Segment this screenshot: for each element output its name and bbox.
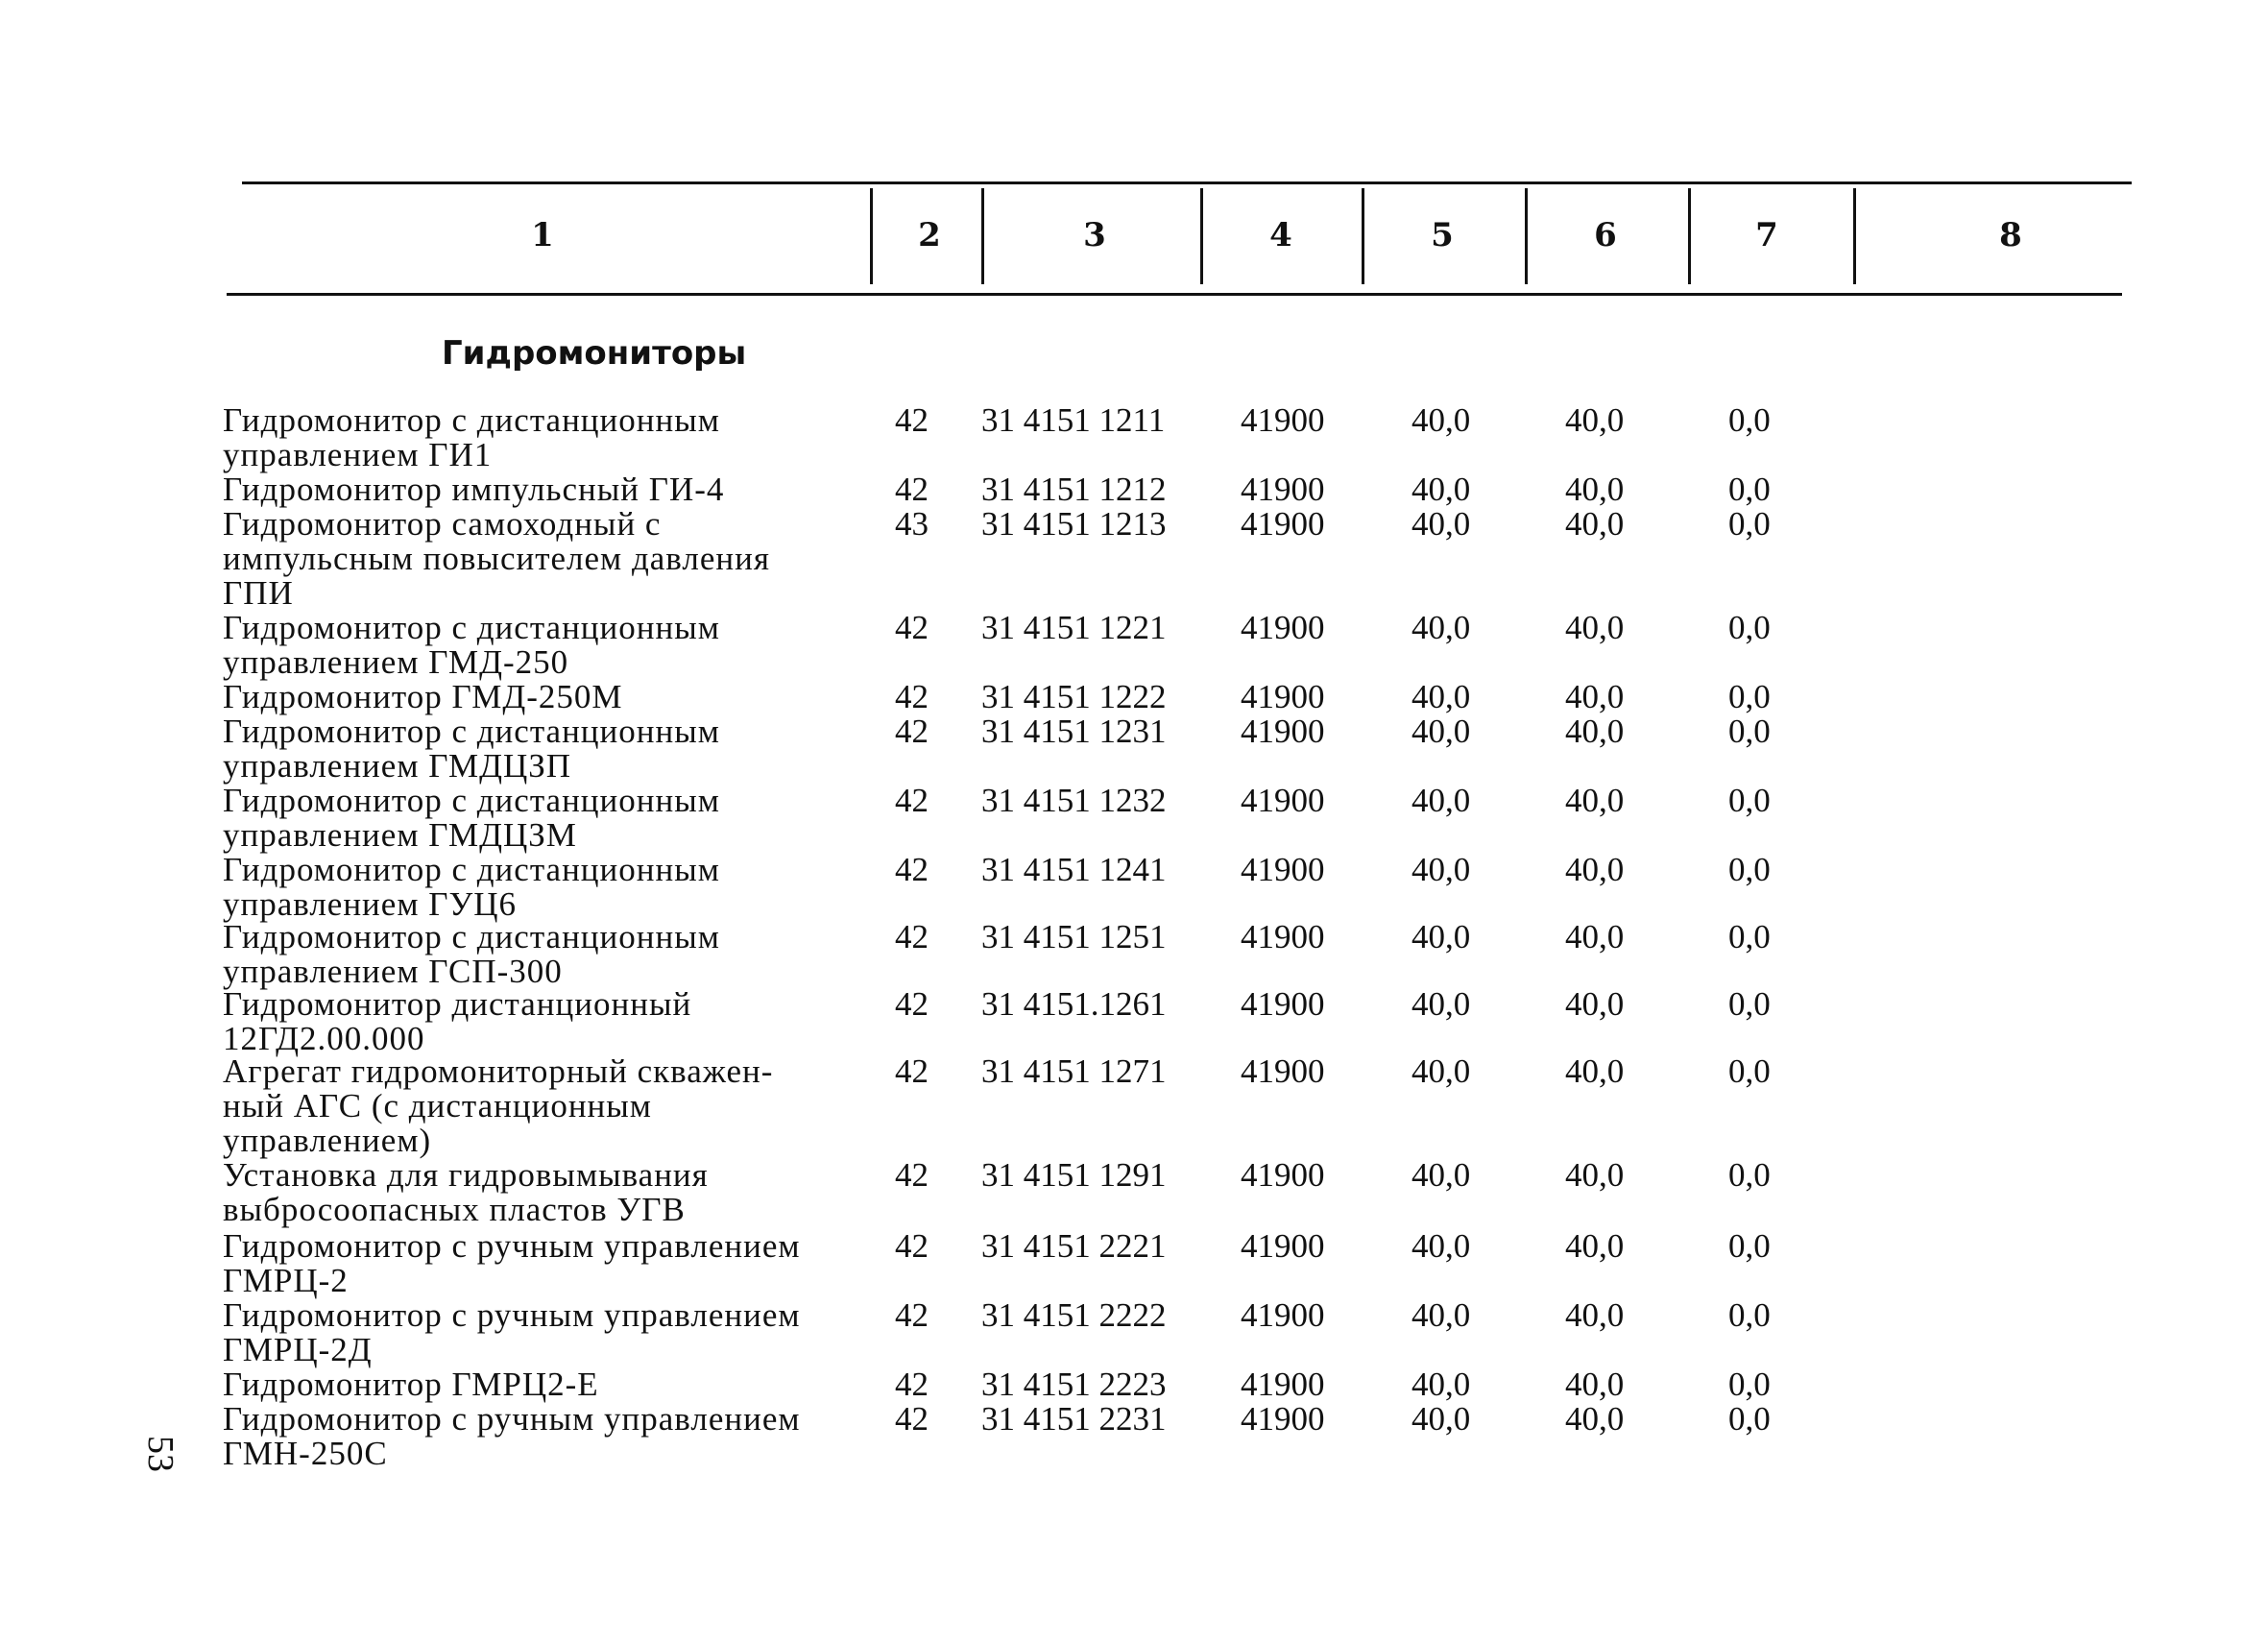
row-col-5: 40,0 — [1411, 1400, 1471, 1438]
row-name: Гидромонитор импульсный ГИ-4 — [223, 471, 725, 508]
row-col-4: 41900 — [1241, 1227, 1325, 1265]
row-col-3: 31 4151 1231 — [981, 713, 1167, 750]
row-col-6: 40,0 — [1565, 782, 1625, 819]
row-col-4: 41900 — [1241, 609, 1325, 646]
row-col-4: 41900 — [1241, 851, 1325, 888]
row-col-6: 40,0 — [1565, 1366, 1625, 1403]
column-header-8: 8 — [1999, 216, 2022, 254]
row-col-6: 40,0 — [1565, 713, 1625, 750]
row-col-4: 41900 — [1241, 1156, 1325, 1194]
row-name: Гидромонитор дистанционный 12ГД2.00.000 — [223, 985, 692, 1057]
row-name: Гидромонитор с ручным управлением ГМН-250С — [223, 1400, 801, 1472]
row-col-6: 40,0 — [1565, 918, 1625, 955]
row-col-7: 0,0 — [1728, 1366, 1771, 1403]
row-col-2: 42 — [895, 782, 929, 819]
row-col-5: 40,0 — [1411, 401, 1471, 439]
row-col-5: 40,0 — [1411, 609, 1471, 646]
row-col-3: 31 4151 1222 — [981, 678, 1167, 715]
row-col-7: 0,0 — [1728, 471, 1771, 508]
row-col-6: 40,0 — [1565, 1052, 1625, 1090]
row-col-6: 40,0 — [1565, 985, 1625, 1023]
row-col-2: 42 — [895, 713, 929, 750]
column-separator — [1525, 188, 1528, 284]
row-col-6: 40,0 — [1565, 678, 1625, 715]
row-col-6: 40,0 — [1565, 1227, 1625, 1265]
row-col-4: 41900 — [1241, 678, 1325, 715]
row-col-5: 40,0 — [1411, 678, 1471, 715]
row-col-2: 42 — [895, 851, 929, 888]
row-name: Гидромонитор с ручным управлением ГМРЦ-2Д — [223, 1296, 801, 1368]
row-col-2: 42 — [895, 1052, 929, 1090]
row-col-7: 0,0 — [1728, 1400, 1771, 1438]
row-col-3: 31 4151 1232 — [981, 782, 1167, 819]
row-col-5: 40,0 — [1411, 505, 1471, 543]
column-header-2: 2 — [918, 216, 941, 254]
row-col-3: 31 4151 2223 — [981, 1366, 1167, 1403]
row-col-7: 0,0 — [1728, 678, 1771, 715]
row-col-3: 31 4151 1271 — [981, 1052, 1167, 1090]
row-col-2: 42 — [895, 985, 929, 1023]
row-name: Гидромонитор самоходный с импульсным повысителем давления ГПИ — [223, 505, 770, 612]
column-header-3: 3 — [1083, 216, 1106, 254]
row-name: Гидромонитор ГМД-250М — [223, 678, 623, 715]
row-col-4: 41900 — [1241, 782, 1325, 819]
row-col-7: 0,0 — [1728, 851, 1771, 888]
row-col-2: 42 — [895, 471, 929, 508]
row-col-7: 0,0 — [1728, 505, 1771, 543]
column-header-1: 1 — [531, 216, 554, 254]
row-col-5: 40,0 — [1411, 471, 1471, 508]
row-col-2: 42 — [895, 678, 929, 715]
row-col-3: 31 4151 1221 — [981, 609, 1167, 646]
row-name: Гидромонитор с дистанционным управлением ГМДЦЗП — [223, 713, 720, 785]
row-col-7: 0,0 — [1728, 918, 1771, 955]
row-col-6: 40,0 — [1565, 1156, 1625, 1194]
row-name: Гидромонитор с дистанционным управлением ГИ1 — [223, 401, 720, 473]
row-col-5: 40,0 — [1411, 1227, 1471, 1265]
row-col-5: 40,0 — [1411, 985, 1471, 1023]
row-col-4: 41900 — [1241, 505, 1325, 543]
column-header-7: 7 — [1755, 216, 1778, 254]
row-col-3: 31 4151 1241 — [981, 851, 1167, 888]
row-col-3: 31 4151 2221 — [981, 1227, 1167, 1265]
row-col-3: 31 4151 1211 — [981, 401, 1166, 439]
row-col-7: 0,0 — [1728, 782, 1771, 819]
row-col-6: 40,0 — [1565, 471, 1625, 508]
row-col-4: 41900 — [1241, 713, 1325, 750]
header-top-rule — [242, 181, 2132, 184]
row-col-2: 42 — [895, 609, 929, 646]
row-name: Установка для гидровымывания выбросоопасных пластов УГВ — [223, 1156, 709, 1228]
row-col-2: 43 — [895, 505, 929, 543]
row-col-4: 41900 — [1241, 1400, 1325, 1438]
row-name: Гидромонитор с ручным управлением ГМРЦ-2 — [223, 1227, 801, 1299]
row-col-7: 0,0 — [1728, 985, 1771, 1023]
row-name: Гидромонитор с дистанционным управлением ГУЦ6 — [223, 851, 720, 923]
row-col-6: 40,0 — [1565, 401, 1625, 439]
row-col-3: 31 4151 2222 — [981, 1296, 1167, 1334]
row-col-4: 41900 — [1241, 401, 1325, 439]
column-separator — [1853, 188, 1856, 284]
row-col-2: 42 — [895, 1366, 929, 1403]
row-col-4: 41900 — [1241, 985, 1325, 1023]
row-col-5: 40,0 — [1411, 1052, 1471, 1090]
row-col-5: 40,0 — [1411, 1366, 1471, 1403]
row-col-6: 40,0 — [1565, 851, 1625, 888]
page-number: 53 — [140, 1436, 181, 1472]
row-col-7: 0,0 — [1728, 1296, 1771, 1334]
row-col-6: 40,0 — [1565, 1296, 1625, 1334]
column-separator — [1362, 188, 1364, 284]
row-col-3: 31 4151.1261 — [981, 985, 1167, 1023]
row-name: Агрегат гидромониторный скваженный АГС (с дистанционным управлением) — [223, 1052, 773, 1159]
row-name: Гидромонитор с дистанционным управлением ГСП-300 — [223, 918, 720, 990]
row-col-3: 31 4151 1212 — [981, 471, 1167, 508]
row-col-5: 40,0 — [1411, 851, 1471, 888]
header-bottom-rule — [227, 293, 2122, 296]
row-col-7: 0,0 — [1728, 1052, 1771, 1090]
row-col-5: 40,0 — [1411, 918, 1471, 955]
column-separator — [1200, 188, 1203, 284]
row-col-7: 0,0 — [1728, 1227, 1771, 1265]
row-col-2: 42 — [895, 1400, 929, 1438]
row-col-4: 41900 — [1241, 918, 1325, 955]
row-col-6: 40,0 — [1565, 505, 1625, 543]
row-col-7: 0,0 — [1728, 401, 1771, 439]
row-col-2: 42 — [895, 401, 929, 439]
row-col-4: 41900 — [1241, 1052, 1325, 1090]
row-name: Гидромонитор с дистанционным управлением ГМДЦЗМ — [223, 782, 720, 854]
row-col-2: 42 — [895, 1296, 929, 1334]
row-col-3: 31 4151 1291 — [981, 1156, 1167, 1194]
row-col-6: 40,0 — [1565, 1400, 1625, 1438]
row-name: Гидромонитор с дистанционным управлением ГМД-250 — [223, 609, 720, 681]
row-col-2: 42 — [895, 1156, 929, 1194]
row-name: Гидромонитор ГМРЦ2-Е — [223, 1366, 599, 1403]
row-col-4: 41900 — [1241, 1366, 1325, 1403]
column-header-6: 6 — [1594, 216, 1617, 254]
row-col-7: 0,0 — [1728, 1156, 1771, 1194]
row-col-7: 0,0 — [1728, 609, 1771, 646]
column-header-5: 5 — [1431, 216, 1454, 254]
row-col-3: 31 4151 1251 — [981, 918, 1167, 955]
row-col-7: 0,0 — [1728, 713, 1771, 750]
row-col-4: 41900 — [1241, 1296, 1325, 1334]
section-title: Гидромониторы — [442, 334, 747, 373]
row-col-3: 31 4151 1213 — [981, 505, 1167, 543]
row-col-3: 31 4151 2231 — [981, 1400, 1167, 1438]
row-col-6: 40,0 — [1565, 609, 1625, 646]
column-header-4: 4 — [1269, 216, 1292, 254]
row-col-5: 40,0 — [1411, 1156, 1471, 1194]
row-col-2: 42 — [895, 918, 929, 955]
row-col-5: 40,0 — [1411, 1296, 1471, 1334]
row-col-4: 41900 — [1241, 471, 1325, 508]
column-separator — [1688, 188, 1691, 284]
row-col-5: 40,0 — [1411, 713, 1471, 750]
row-col-5: 40,0 — [1411, 782, 1471, 819]
row-col-2: 42 — [895, 1227, 929, 1265]
